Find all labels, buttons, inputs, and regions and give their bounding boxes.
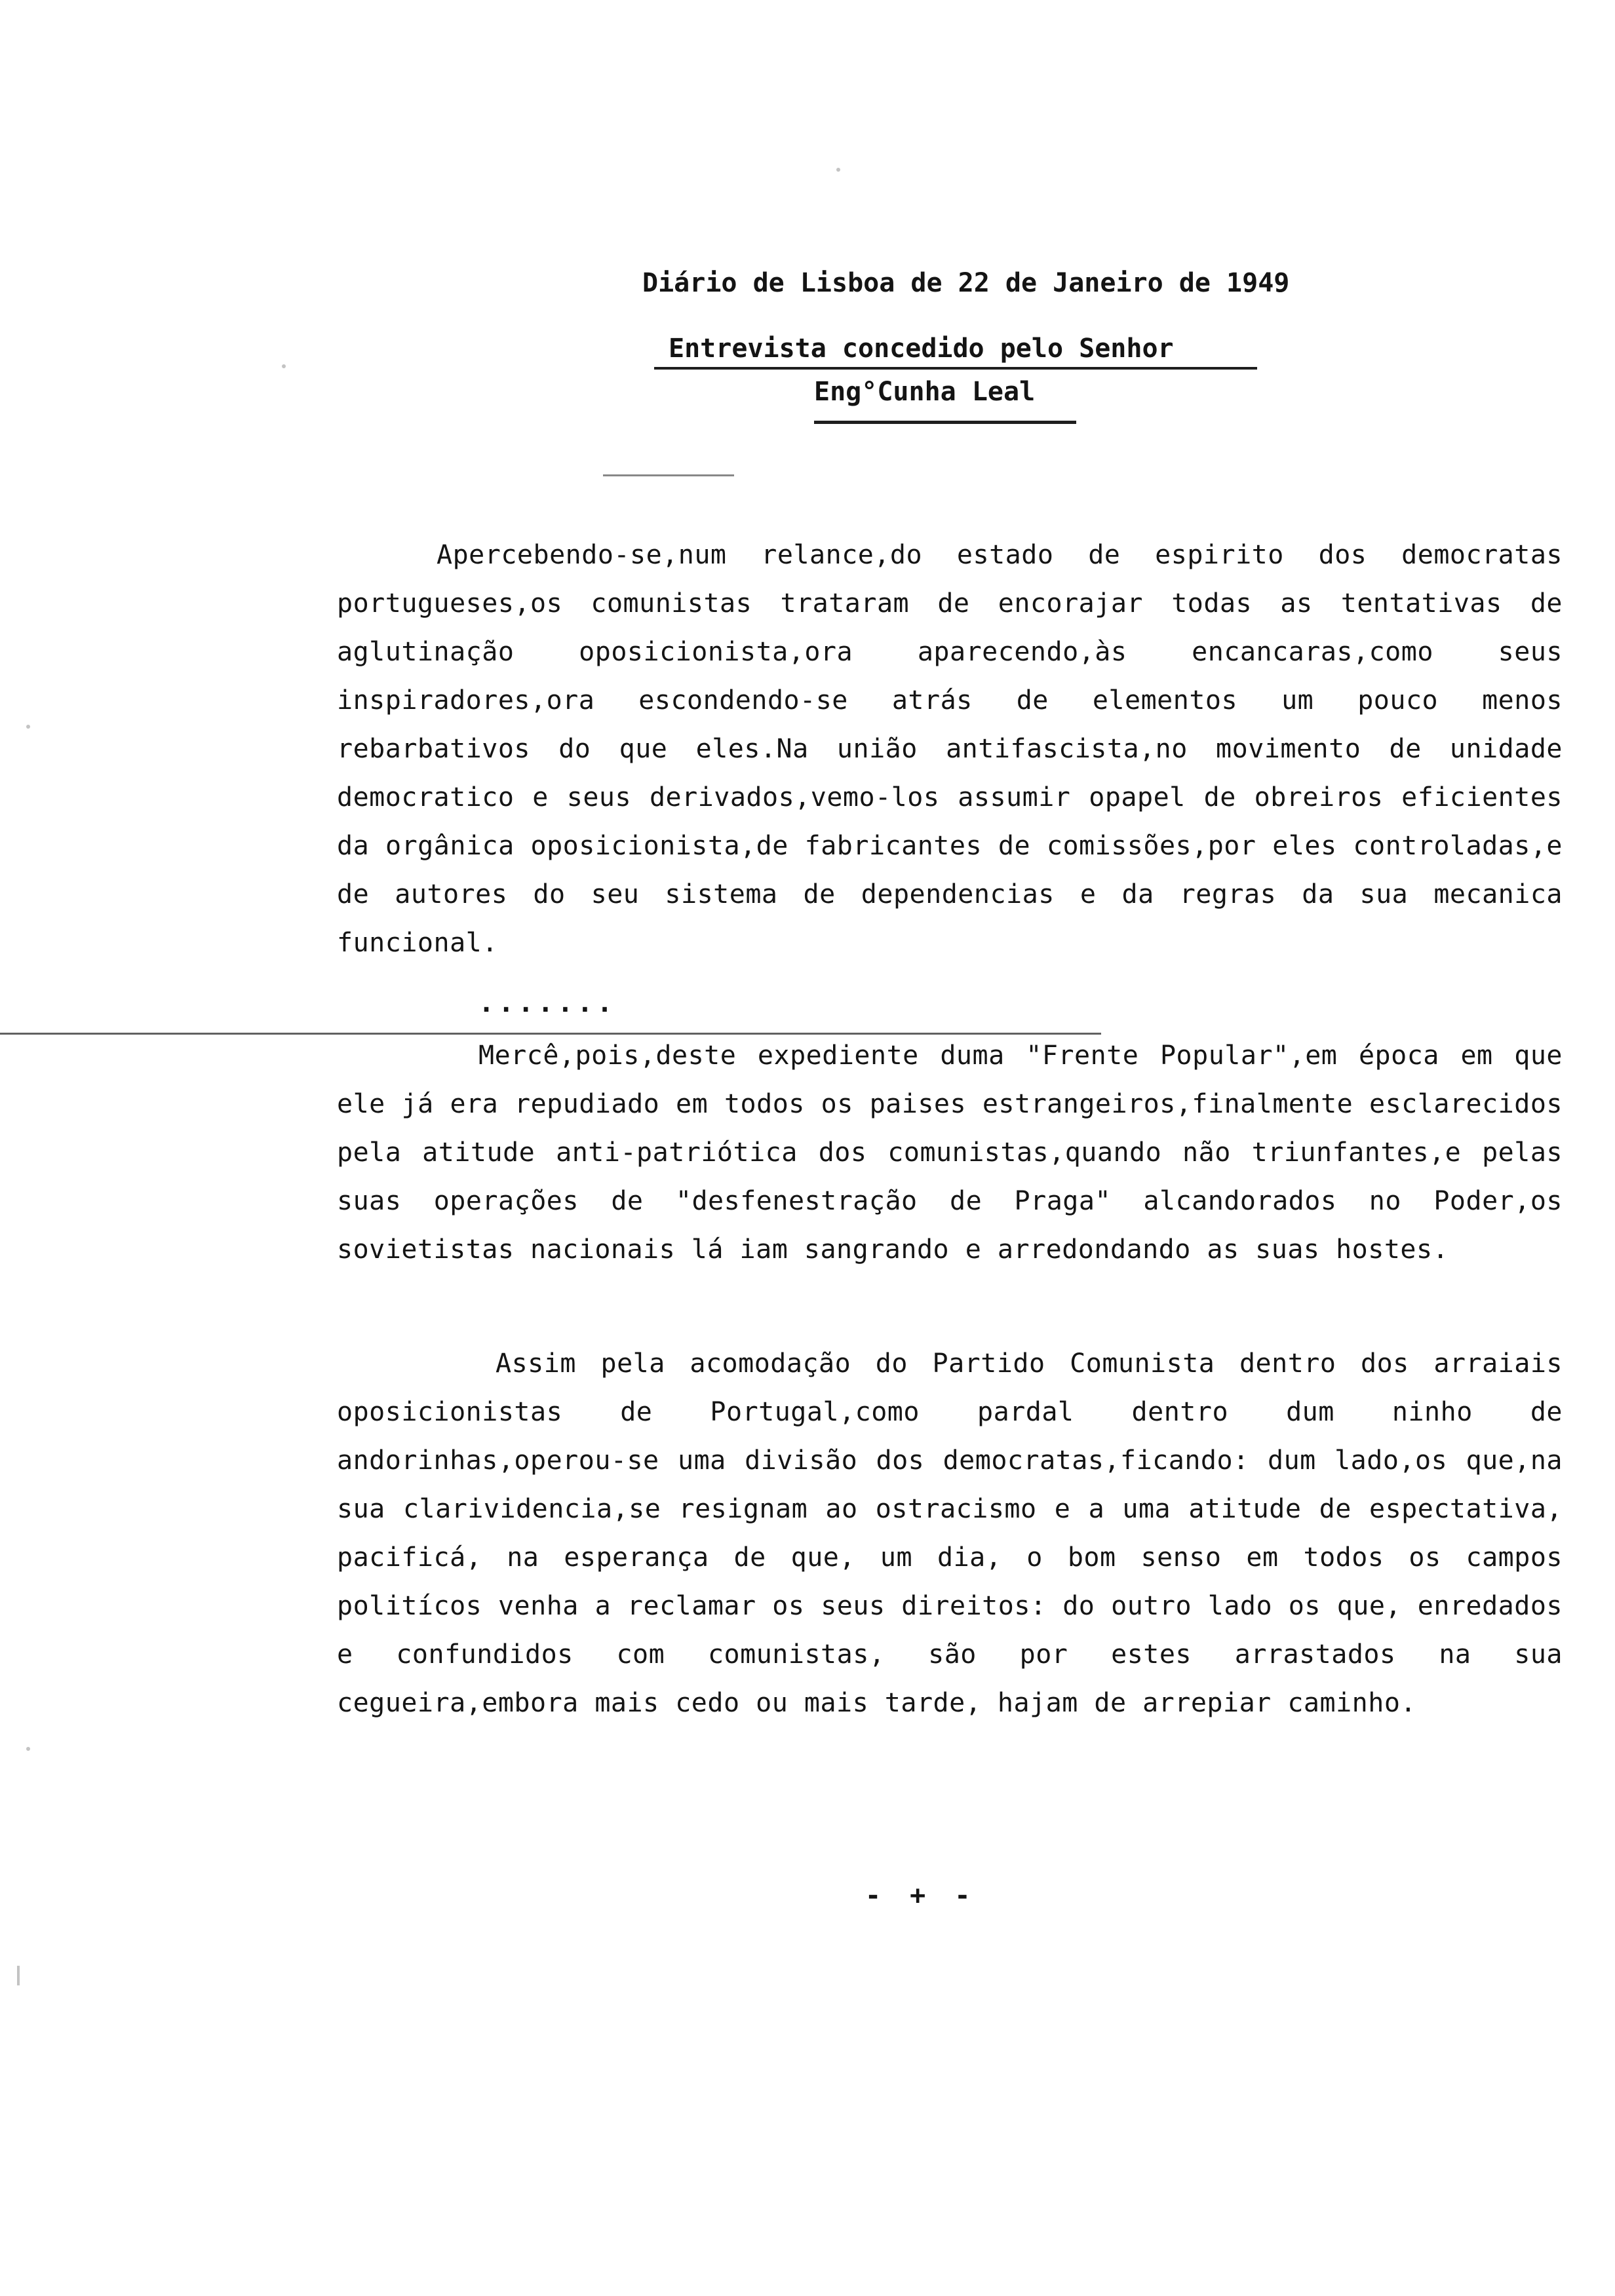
author-underline <box>814 421 1076 424</box>
end-of-text-mark: - + - <box>865 1881 977 1911</box>
header-separator-rule <box>603 474 734 476</box>
paragraph-1: Apercebendo-se,num relance,do estado de espirito dos democratas portugueses,os comunistas trataram de encorajar todas as tentativas de aglutinação oposicionista,ora aparecendo,às encancaras,como seus inspiradores,ora escondendo-se atrás de elementos um pouco menos rebarbativos do que eles.Na união antifascista,no movimento de unidade democratico e seus derivados,vemo-los assumir opapel de obreiros eficientes da orgânica oposicionista,de fabricantes de comissões,por eles controladas,e de autores do seu sistema de dependencias e da regras da sua mecanica funcional. <box>337 540 1563 958</box>
paragraph-3: Assim pela acomodação do Partido Comunista dentro dos arraiais oposicionistas de Portugal,como pardal dentro dum ninho de andorinhas,operou-se uma divisão dos democratas,ficando: dum lado,os que,na sua clarividencia,se resignam ao ostracismo e a uma atitude de espectativa, pacificá, na esperança de que, um dia, o bom senso em todos os campos politícos venha a reclamar os seus direitos: do outro lado os que, enredados e confundidos com comunistas, são por estes arrastados na sua cegueira,embora mais cedo ou mais tarde, hajam de arrepiar caminho. <box>337 1349 1563 1718</box>
margin-speck <box>17 1966 20 1985</box>
margin-speck <box>26 725 30 729</box>
ellipsis-separator: ....... <box>478 988 617 1018</box>
header-date-line: Diário de Lisboa de 22 de Janeiro de 1949 <box>642 268 1290 298</box>
header-interview-line: Entrevista concedido pelo Senhor <box>669 334 1174 364</box>
margin-speck <box>836 168 840 172</box>
margin-speck <box>282 364 286 368</box>
header-author-line: Eng°Cunha Leal <box>814 377 1036 407</box>
paragraph-2: Mercê,pois,deste expediente duma "Frente Popular",em época em que ele já era repudiado em todos os paises estrangeiros,finalmente esclarecidos pela atitude anti-patriótica dos comunistas,quando não triunfantes,e pelas suas operações de "desfenestração de Praga" alcandorados no Poder,os sovietistas nacionais lá iam sangrando e arredondando as suas hostes. <box>337 1041 1563 1265</box>
header-underline <box>654 367 1257 370</box>
margin-speck <box>26 1747 30 1751</box>
